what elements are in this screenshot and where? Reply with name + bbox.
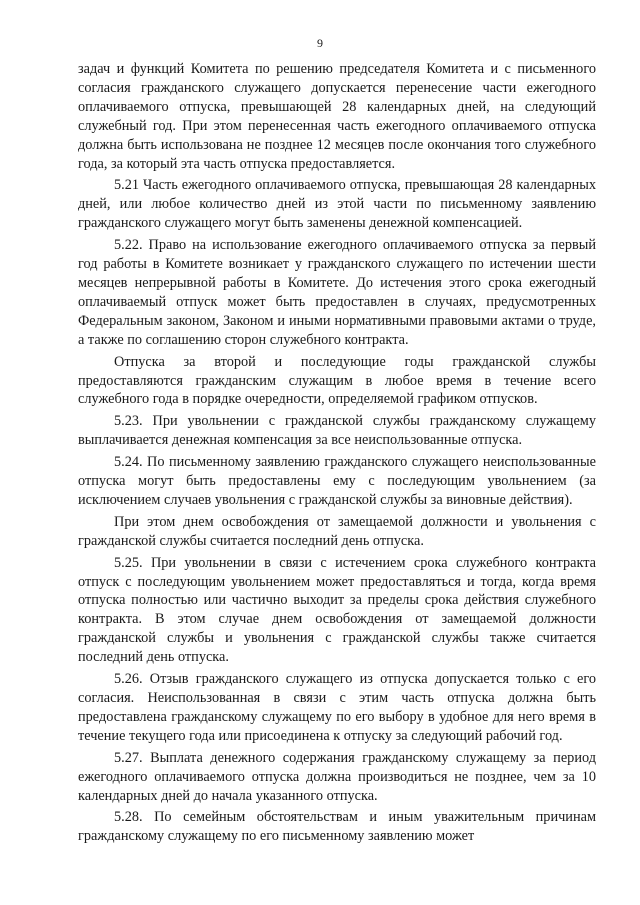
- page-number: 9: [317, 36, 323, 50]
- paragraph-5-26: 5.26. Отзыв гражданского служащего из отпуска допускается только с его согласия. Неиспользованная в связи с этим часть отпуска должна быть предоставлена гражданскому служащему по его выбору в удобное для него время в течение текущего года или присоединена к отпуску за следующий рабочий год.: [78, 671, 596, 744]
- paragraph-continuation: задач и функций Комитета по решению председателя Комитета и с письменного согласия гражданского служащего допускается перенесение части ежегодного оплачиваемого отпуска, превышающей 28 календарных дней, на следующий служебный год. При этом перенесенная часть ежегодного оплачиваемого отпуска должна быть использована не позднее 12 месяцев после окончания того служебного года, за который эта часть отпуска предоставляется.: [78, 61, 596, 172]
- paragraph-5-21: 5.21 Часть ежегодного оплачиваемого отпуска, превышающая 28 календарных дней, или любое количество дней из этой части по письменному заявлению гражданского служащего могут быть заменены денежной компенсацией.: [78, 177, 596, 232]
- document-body: [78, 60, 596, 849]
- paragraph-5-22: 5.22. Право на использование ежегодного оплачиваемого отпуска за первый год работы в Комитете возникает у гражданского служащего по истечении шести месяцев непрерывной работы в Комитете. До истечения этого срока ежегодный оплачиваемый отпуск может быть предоставлен в случаях, предусмотренных Федеральным законом, Законом и иными нормативными правовыми актами о труде, а также по соглашению сторон служебного контракта.: [78, 237, 596, 348]
- paragraph-5-23: 5.23. При увольнении с гражданской службы гражданскому служащему выплачивается денежная компенсация за все неиспользованные отпуска.: [78, 413, 596, 449]
- paragraph-5-25: 5.25. При увольнении в связи с истечением срока служебного контракта отпуск с последующим увольнением может предоставляться и тогда, когда время отпуска полностью или частично выходит за пределы срока действия служебного контракта. В этом случае днем освобождения от замещаемой должности гражданской службы и увольнения с гражданской службы также считается последний день отпуска.: [78, 554, 596, 666]
- paragraph-5-22-second-year: Отпуска за второй и последующие годы гражданской службы предоставляются гражданским служащим в любое время в течение всего служебного года в порядке очередности, определяемой графиком отпусков.: [78, 353, 596, 408]
- paragraph-5-24-release-day: При этом днем освобождения от замещаемой должности и увольнения с гражданской службы считается последний день отпуска.: [78, 513, 596, 549]
- paragraph-5-27: 5.27. Выплата денежного содержания гражданскому служащему за период ежегодного оплачиваемого отпуска должна производиться не позднее, чем за 10 календарных дней до начала указанного отпуска.: [78, 749, 596, 804]
- paragraph-5-24: 5.24. По письменному заявлению гражданского служащего неиспользованные отпуска могут быть предоставлены ему с последующим увольнением (за исключением случаев увольнения с гражданской службы за виновные действия).: [78, 454, 596, 508]
- paragraph-5-28: 5.28. По семейным обстоятельствам и иным уважительным причинам гражданскому служащему по его письменному заявлению может: [78, 809, 596, 845]
